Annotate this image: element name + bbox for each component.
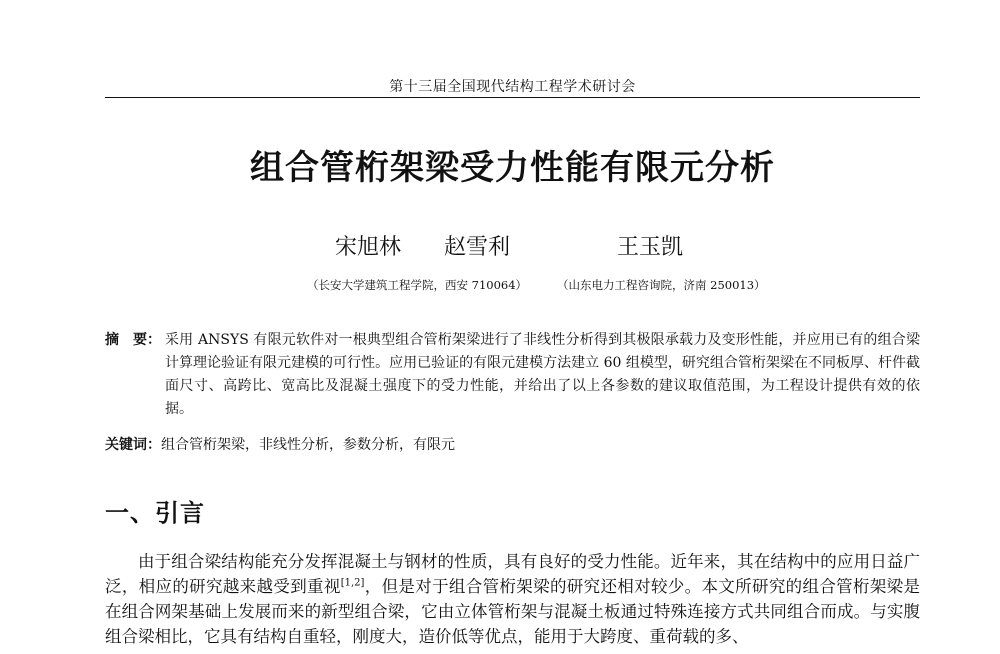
keywords bbox=[105, 434, 920, 457]
abstract bbox=[105, 329, 920, 421]
keywords-text: 组合管桁架梁，非线性分析，参数分析，有限元 bbox=[161, 437, 455, 453]
affiliation: （长安大学建筑工程学院，西安 710064） bbox=[307, 278, 528, 292]
author-name: 赵雪利 bbox=[444, 235, 511, 260]
author-list bbox=[105, 230, 920, 260]
header-rule bbox=[105, 97, 920, 98]
body-text-part: ，但是对于组合管桁架梁的研究还相对较少。本文所研究的组合管桁架梁是在组合网架基础上发展而来的新型组合梁，它由立体管桁架与混凝土板通过特殊连接方式共同组合而成。与实腹组合梁相比，它具有结构自重轻，刚度大，造价低等优点，能用于大跨度、重荷载的多、 bbox=[105, 577, 921, 646]
body-paragraph bbox=[105, 549, 920, 649]
keywords-label: 关键词： bbox=[105, 437, 161, 453]
body-text-part: 由于组合梁结构能充分发挥混凝土与钢材的性质，具有良好的受力性能。近年来，其在结构中的应用日益广泛，相应的研究越来越受到重视 bbox=[105, 552, 920, 596]
abstract-label: 摘 要： bbox=[105, 332, 161, 348]
section-heading: 一、引言 bbox=[105, 499, 205, 527]
affiliation-list bbox=[105, 277, 920, 297]
author-name: 宋旭林 bbox=[335, 235, 402, 260]
running-header: 第十三届全国现代结构工程学术研讨会 bbox=[389, 79, 636, 95]
affiliation: （山东电力工程咨询院，济南 250013） bbox=[557, 278, 766, 292]
paper-title: 组合管桁架梁受力性能有限元分析 bbox=[250, 148, 775, 188]
citation: [1,2] bbox=[340, 577, 365, 589]
author-name: 王玉凯 bbox=[617, 235, 684, 260]
abstract-text: 采用 ANSYS 有限元软件对一根典型组合管桁架梁进行了非线性分析得到其极限承载力及变形性能，并应用已有的组合梁计算理论验证有限元建模的可行性。应用已验证的有限元建模方法建立 60 组模型，研究组合管桁架梁在不同板厚、杆件截面尺寸、高跨比、宽高比及混凝土强度下的受力性能，并给出了以上各参数的建议取值范围，为工程设计提供有效的依据。 bbox=[165, 332, 920, 417]
